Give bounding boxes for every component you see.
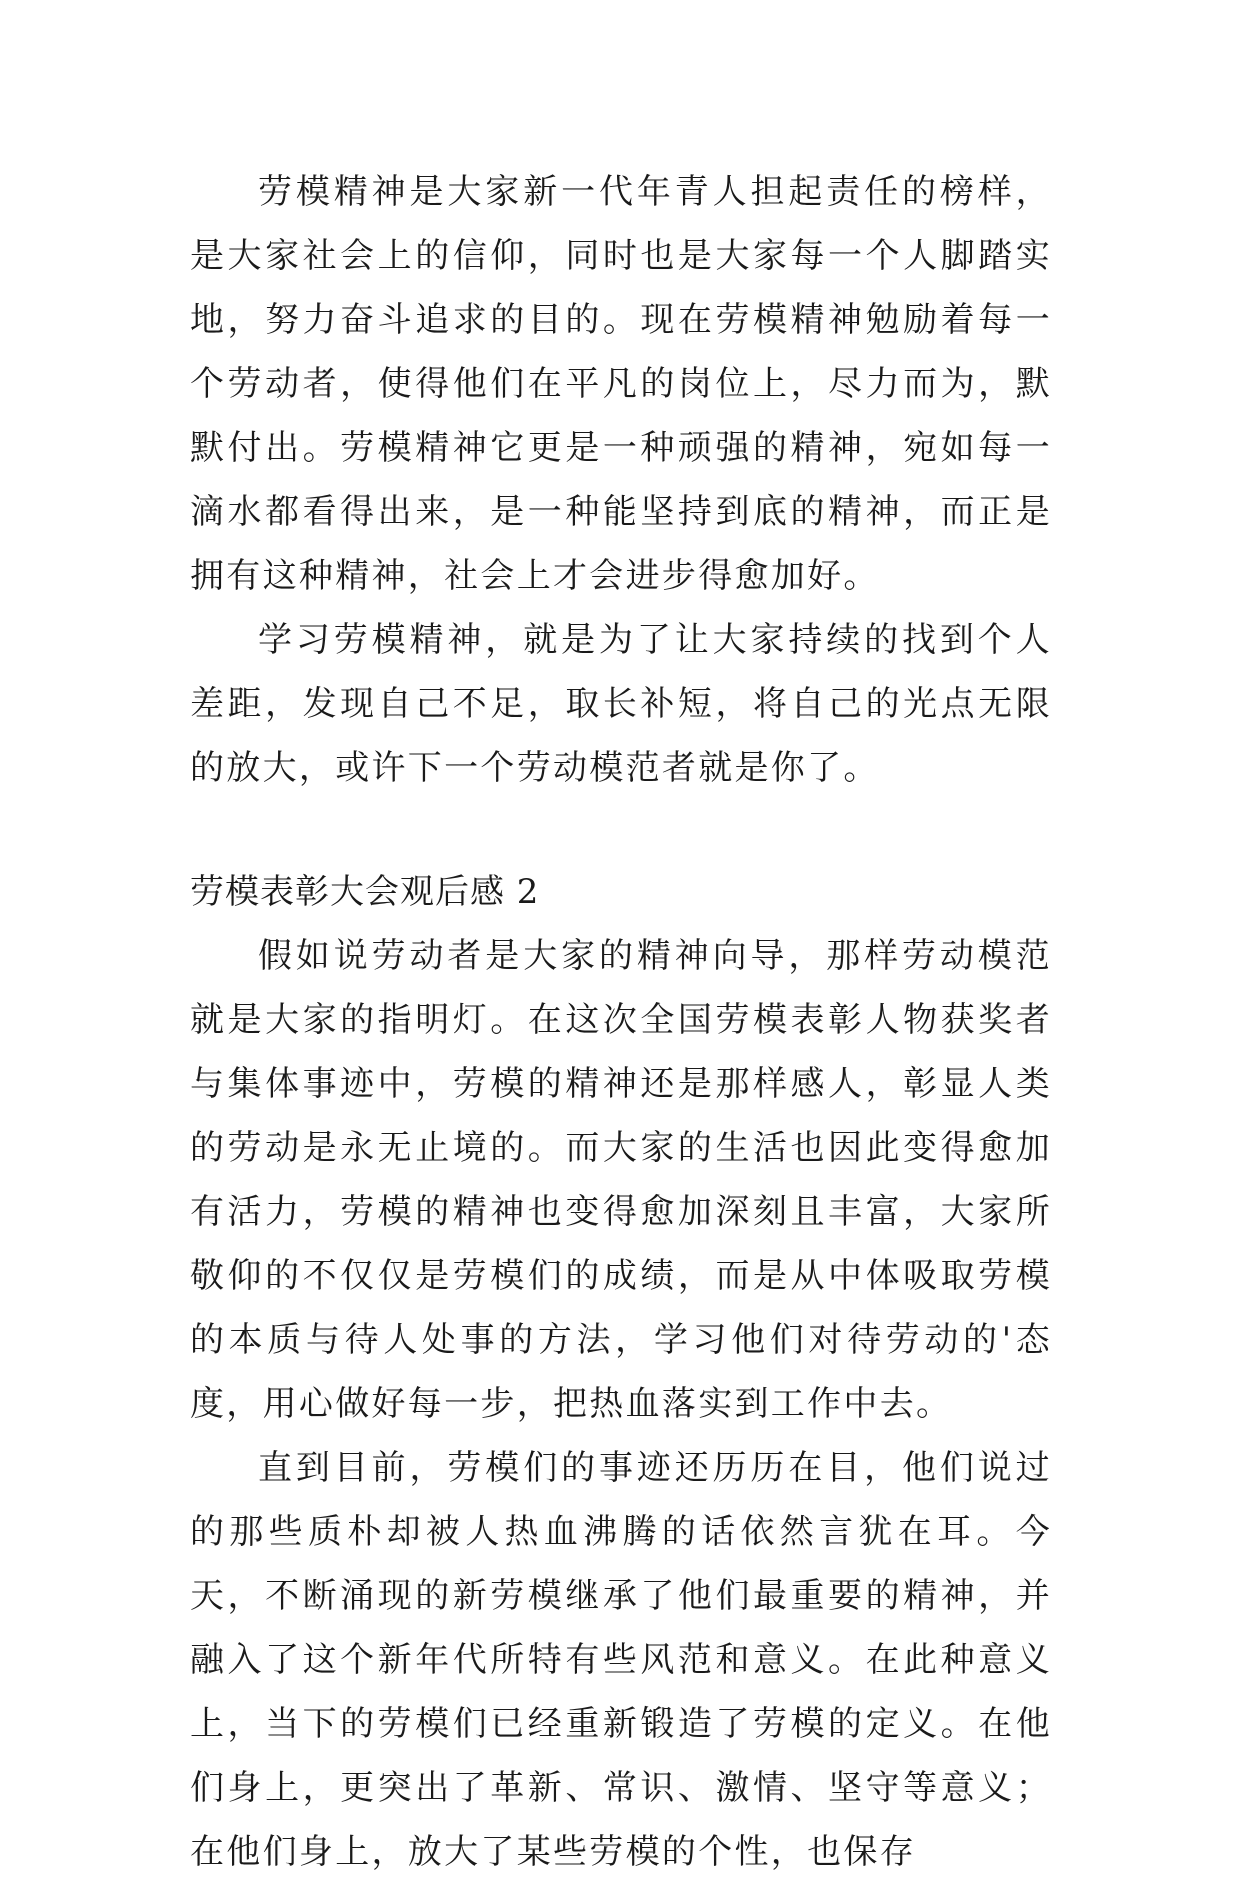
section-gap xyxy=(190,800,1052,860)
paragraph: 劳模精神是大家新一代年青人担起责任的榜样，是大家社会上的信仰，同时也是大家每一个人脚踏实地，努力奋斗追求的目的。现在劳模精神勉励着每一个劳动者，使得他们在平凡的岗位上，尽力而为，默默付出。劳模精神它更是一种顽强的精神，宛如每一滴水都看得出来，是一种能坚持到底的精神，而正是拥有这种精神，社会上才会进步得愈加好。 xyxy=(190,172,1052,596)
paragraph: 直到目前，劳模们的事迹还历历在目，他们说过的那些质朴却被人热血沸腾的话依然言犹在耳。今天，不断涌现的新劳模继承了他们最重要的精神，并融入了这个新年代所特有些风范和意义。在此种意义上，当下的劳模们已经重新锻造了劳模的定义。在他们身上，更突出了革新、常识、激情、坚守等意义；在他们身上，放大了某些劳模的个性，也保存 xyxy=(190,1448,1052,1872)
paragraph: 假如说劳动者是大家的精神向导，那样劳动模范就是大家的指明灯。在这次全国劳模表彰人物获奖者与集体事迹中，劳模的精神还是那样感人，彰显人类的劳动是永无止境的。而大家的生活也因此变得愈加有活力，劳模的精神也变得愈加深刻且丰富，大家所敬仰的不仅仅是劳模们的成绩，而是从中体吸取劳模的本质与待人处事的方法，学习他们对待劳动的'态度，用心做好每一步，把热血落实到工作中去。 xyxy=(190,936,1052,1424)
paragraph: 学习劳模精神，就是为了让大家持续的找到个人差距，发现自己不足，取长补短，将自己的光点无限的放大，或许下一个劳动模范者就是你了。 xyxy=(190,620,1052,788)
section-title: 劳模表彰大会观后感 2 xyxy=(190,872,540,912)
document-body xyxy=(190,160,1052,1884)
